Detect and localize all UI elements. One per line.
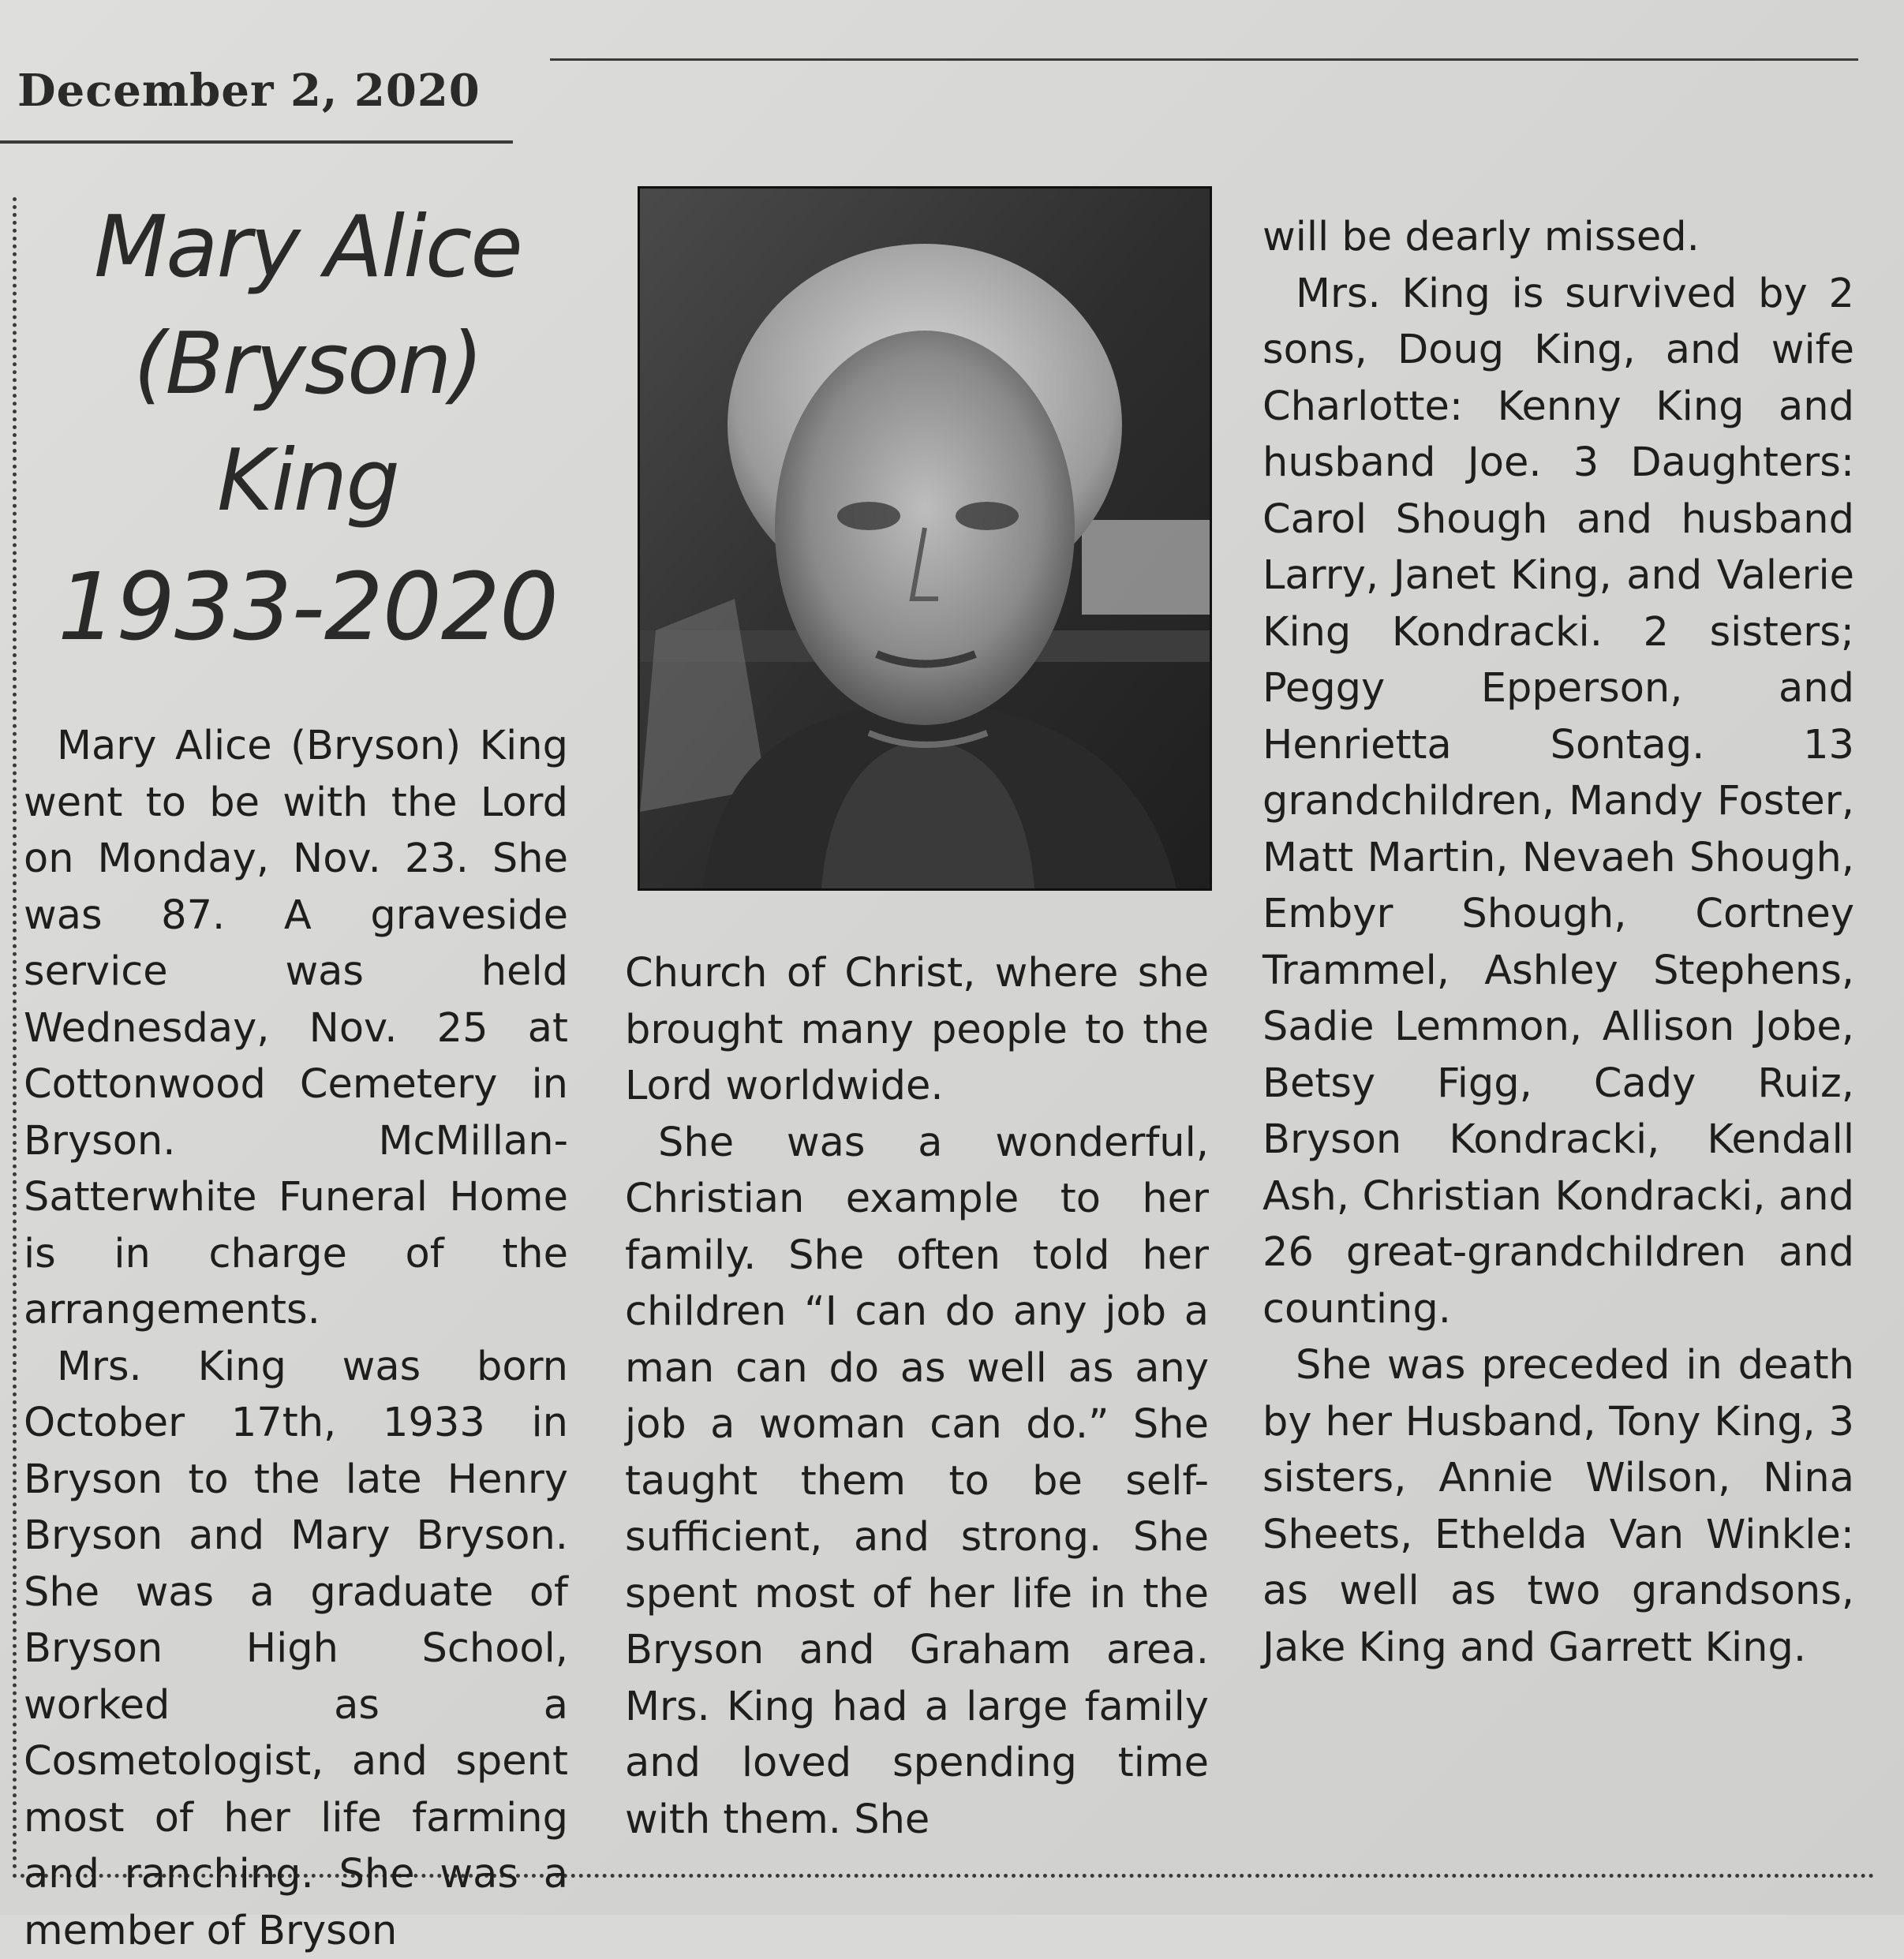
column-3-paragraph-3: She was preceded in death by her Husband, Tony King, 3 sisters, Annie Wilson, Nina Sheets, Ethelda Van Winkle: as well as two grandsons, Jake King and Garrett King. [1262, 1337, 1854, 1676]
column-2-paragraph-continued: Church of Christ, where she brought many people to the Lord worldwide. [625, 945, 1209, 1115]
name-line-3: King [36, 423, 580, 540]
name-line-2: (Bryson) [36, 306, 580, 423]
column-3 [1262, 209, 1854, 1676]
column-3-paragraph-continued: will be dearly missed. [1262, 209, 1854, 266]
column-1-paragraph-1: Mary Alice (Bryson) King went to be with the Lord on Monday, Nov. 23. She was 87. A graveside service was held Wednesday, Nov. 25 at Cottonwood Cemetery in Bryson. McMillan-Satterwhite Funeral Home is in charge of the arrangements. [24, 718, 568, 1339]
name-line-1: Mary Alice [36, 189, 580, 306]
column-2-paragraph-2: She was a wonderful, Christian example to her family. She often told her children “I can do any job a man can do as well as any job a woman can do.” She taught them to be self-sufficient, and strong. She spent most of her life in the Bryson and Graham area. Mrs. King had a large family and loved spending time with them. She [625, 1115, 1209, 1849]
date-underline [0, 140, 513, 144]
portrait-photo-icon [640, 189, 1210, 888]
date-header: December 2, 2020 [17, 65, 481, 117]
obituary-heading [36, 189, 580, 666]
column-3-paragraph-2: Mrs. King is survived by 2 sons, Doug King, and wife Charlotte: Kenny King and husband Joe. 3 Daughters: Carol Shough and husband Larry, Janet King, and Valerie King Kondracki. 2 sisters; Peggy Epperson, and Henrietta Sontag. 13 grandchildren, Mandy Foster, Matt Martin, Nevaeh Shough, Embyr Shough, Cortney Trammel, Ashley Stephens, Sadie Lemmon, Allison Jobe, Betsy Figg, Cady Ruiz, Bryson Kondracki, Kendall Ash, Christian Kondracki, and 26 great-grandchildren and counting. [1262, 266, 1854, 1338]
column-1 [24, 718, 568, 1959]
column-1-paragraph-2: Mrs. King was born October 17th, 1933 in Bryson to the late Henry Bryson and Mary Bryson. She was a graduate of Bryson High School, worked as a Cosmetologist, and spent most of her life farming and ranching. She was a member of Bryson [24, 1339, 568, 1959]
left-dotted-border [13, 197, 17, 1870]
top-rule [550, 58, 1858, 61]
portrait-photo [638, 186, 1212, 891]
column-2 [625, 945, 1209, 1848]
life-years: 1933-2020 [36, 548, 580, 666]
